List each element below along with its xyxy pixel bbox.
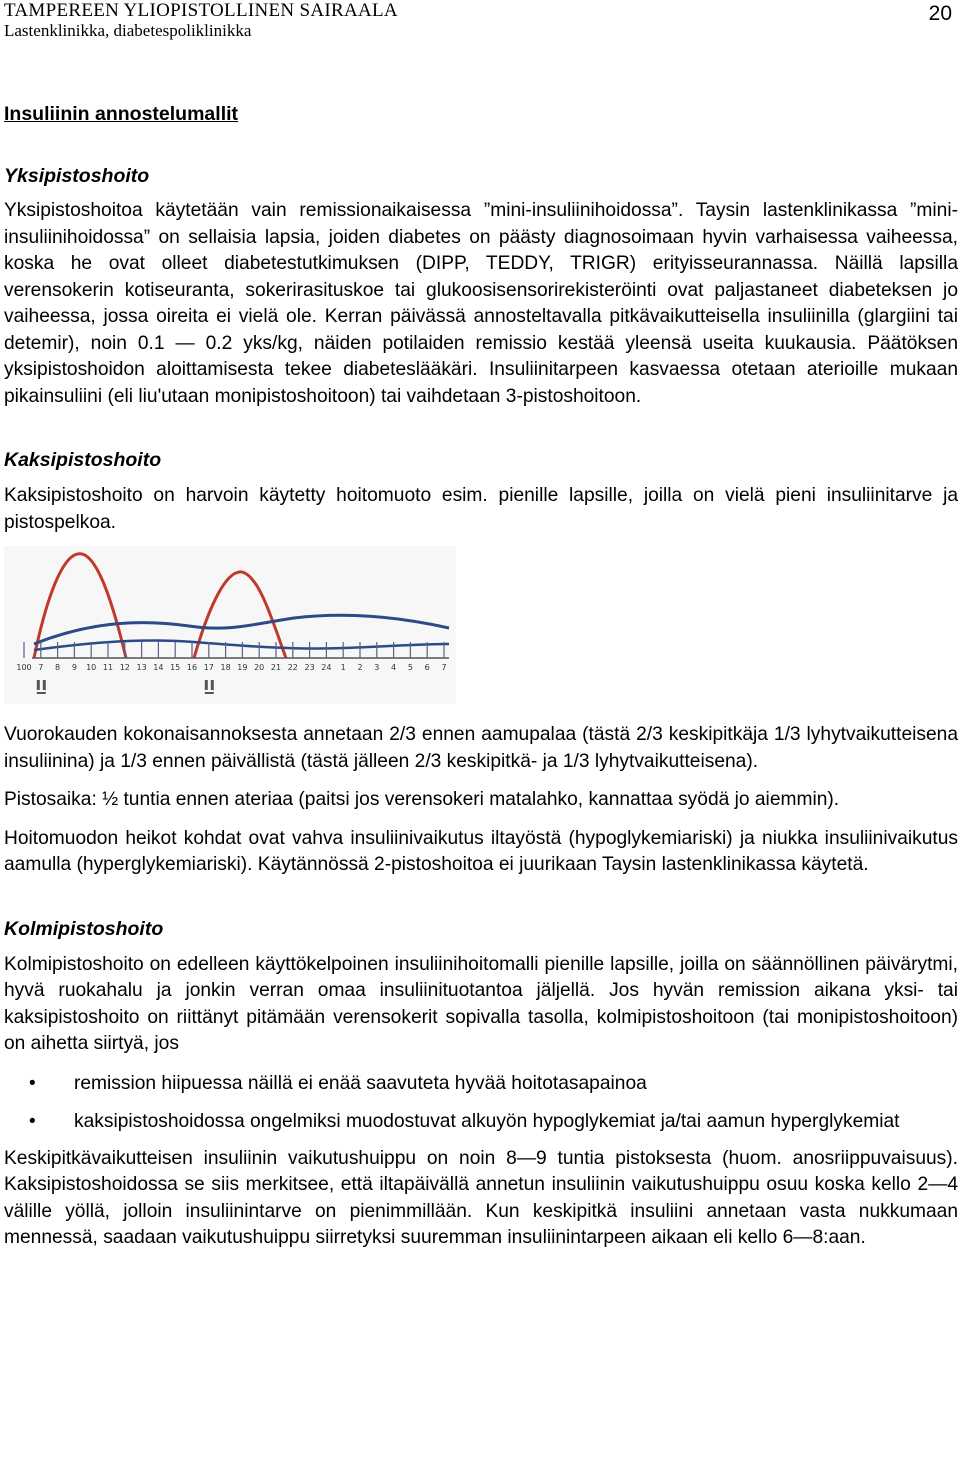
intermediate-insulin-paragraph: Keskipitkävaikutteisen insuliinin vaikutushuippu on noin 8—9 tuntia pistoksesta (huom. anosriippuvaisuus). Kaksipistoshoidossa se siis merkitsee, että iltapäivällä annetun insuliinin vaikutushuippu osuu koska kello 2—4 välille yöllä, jolloin insuliinintarve on pienimmillään. Kun keskipitkä insuliini annetaan vasta nukkumaan mennessä, saadaan vaikutushuippu siirretyksi suuremman insuliinintarpeen aikaan eli kello 6—8:aan. bbox=[4, 1147, 958, 1248]
hour-label: 20 bbox=[254, 663, 265, 672]
single-injection-paragraph: Yksipistoshoitoa käytetään vain remissionaikaisessa ”mini-insuliinihoidossa”. Taysin lastenklinikassa ”mini-insuliinihoidossa” on sellaisia lapsia, joiden diabetes on päästy diagnosoimaan hyvin varhaisessa vaiheessa, koska he ovat olleet diabetestutkimuksen (DIPP, TEDDY, TRIGR) erityisseurannassa. Näillä lapsilla verensokerin kotiseuranta, sokerirasituskoe tai glukoosisensorirekisteröinti ovat paljastaneet diabeteksen jo vaiheessa, jossa oireita ei vielä ole. Kerran päivässä annosteltavalla pitkävaikutteisella insuliinilla (glargiini tai detemir), noin 0.1 — 0.2 yks/kg, näiden potilaiden remissio kestää yleensä useita kuukausia. Päätöksen yksipistoshoidon aloittamisesta tekee diabeteslääkäri. Insuliinitarpeen kasvaessa otetaan aterioille mukaan pikainsuliini (eli liu'utaan monipistoshoitoon) tai vaihdetaan 3-pistoshoitoon. bbox=[4, 200, 958, 407]
hour-label: 15 bbox=[170, 663, 181, 672]
hour-label: 100 bbox=[16, 663, 32, 672]
criteria-list bbox=[4, 1070, 958, 1136]
injection-timing-paragraph: Pistosaika: ½ tuntia ennen ateriaa (paitsi jos verensokeri matalahko, kannattaa syödä jo aiemmin). bbox=[4, 789, 840, 810]
double-injection-intro: Kaksipistoshoito on harvoin käytetty hoitomuoto esim. pienille lapsille, joilla on vielä pieni insuliinitarve ja pistospelkoa. bbox=[4, 485, 958, 533]
hour-label: 7 bbox=[38, 663, 44, 672]
header-unit: Lastenklinikka, diabetespoliklinikka bbox=[4, 21, 252, 40]
syringe-part bbox=[43, 680, 46, 690]
insulin-profile-figure bbox=[4, 546, 456, 704]
syringe-part bbox=[205, 680, 208, 690]
hour-label: 13 bbox=[136, 663, 147, 672]
header-organization: TAMPEREEN YLIOPISTOLLINEN SAIRAALA bbox=[4, 0, 398, 21]
hour-label: 1 bbox=[340, 663, 346, 672]
hour-label: 16 bbox=[186, 663, 198, 672]
syringe-part bbox=[211, 680, 214, 690]
triple-injection-paragraph: Kolmipistoshoito on edelleen käyttökelpoinen insuliinihoitomalli pienille lapsille, joilla on säännöllinen päivärytmi, hyvä ruokahalu ja jonkin verran omaa insuliinituotantoa jäljellä. Jos hyvän remission aikana yksi- tai kaksipistoshoito on riittänyt pitämään verensokerit sopivalla tasolla, kolmipistoshoitoon (tai monipistoshoitoon) on aihetta siirtyä, jos bbox=[4, 953, 958, 1054]
hour-label: 14 bbox=[153, 663, 164, 672]
syringe-part bbox=[37, 680, 40, 690]
hour-label: 5 bbox=[407, 663, 413, 672]
hour-label: 11 bbox=[102, 663, 114, 672]
list-item-text: remission hiipuessa näillä ei enää saavuteta hyvää hoitotasapainoa bbox=[74, 1072, 647, 1094]
hour-label: 4 bbox=[391, 663, 397, 672]
list-item bbox=[4, 1070, 958, 1098]
hour-label: 18 bbox=[220, 663, 231, 672]
section-heading-single: Yksipistoshoito bbox=[4, 165, 150, 187]
hour-label: 21 bbox=[270, 663, 282, 672]
insulin-profile-svg bbox=[4, 546, 456, 704]
hour-label: 7 bbox=[441, 663, 447, 672]
hour-label: 17 bbox=[203, 663, 214, 672]
hour-label: 12 bbox=[119, 663, 130, 672]
hour-label: 22 bbox=[287, 663, 298, 672]
document-title: Insuliinin annostelumallit bbox=[4, 103, 239, 125]
page-header bbox=[2, 0, 958, 44]
bullet-icon: • bbox=[29, 1072, 36, 1094]
section-heading-triple: Kolmipistoshoito bbox=[4, 917, 164, 940]
hour-label: 10 bbox=[86, 663, 97, 672]
weakness-paragraph: Hoitomuodon heikot kohdat ovat vahva insuliinivaikutus iltayöstä (hypoglykemiariski) ja niukka insuliinivaikutus aamulla (hyperglykemiariski). Käytännössä 2-pistoshoitoa ei juurikaan Taysin lastenklinikassa käytetä. bbox=[4, 827, 958, 875]
page-number: 20 bbox=[928, 2, 952, 25]
bullet-icon: • bbox=[29, 1110, 36, 1132]
hour-label: 23 bbox=[304, 663, 315, 672]
list-item bbox=[4, 1108, 958, 1136]
figure-background bbox=[4, 546, 456, 704]
hour-label: 2 bbox=[357, 663, 363, 672]
hour-label: 6 bbox=[424, 663, 430, 672]
hour-label: 3 bbox=[374, 663, 380, 672]
section-heading-double: Kaksipistoshoito bbox=[4, 449, 162, 471]
hour-label: 24 bbox=[321, 663, 332, 672]
document-body bbox=[4, 100, 958, 1252]
syringe-part bbox=[205, 692, 214, 694]
syringe-part bbox=[37, 692, 46, 694]
double-dose-paragraph: Vuorokauden kokonaisannoksesta annetaan 2/3 ennen aamupalaa (tästä 2/3 keskipitkäja 1/3 lyhytvaikutteisena insuliinina) ja 1/3 ennen päivällistä (tästä jälleen 2/3 keskipitkä- ja 1/3 lyhytvaikutteisena). bbox=[4, 724, 958, 772]
hour-label: 9 bbox=[71, 663, 77, 672]
hour-label: 8 bbox=[55, 663, 61, 672]
hour-label: 19 bbox=[237, 663, 248, 672]
list-item-text: kaksipistoshoidossa ongelmiksi muodostuvat alkuyön hypoglykemiat ja/tai aamun hyperglykemiat bbox=[74, 1110, 900, 1132]
